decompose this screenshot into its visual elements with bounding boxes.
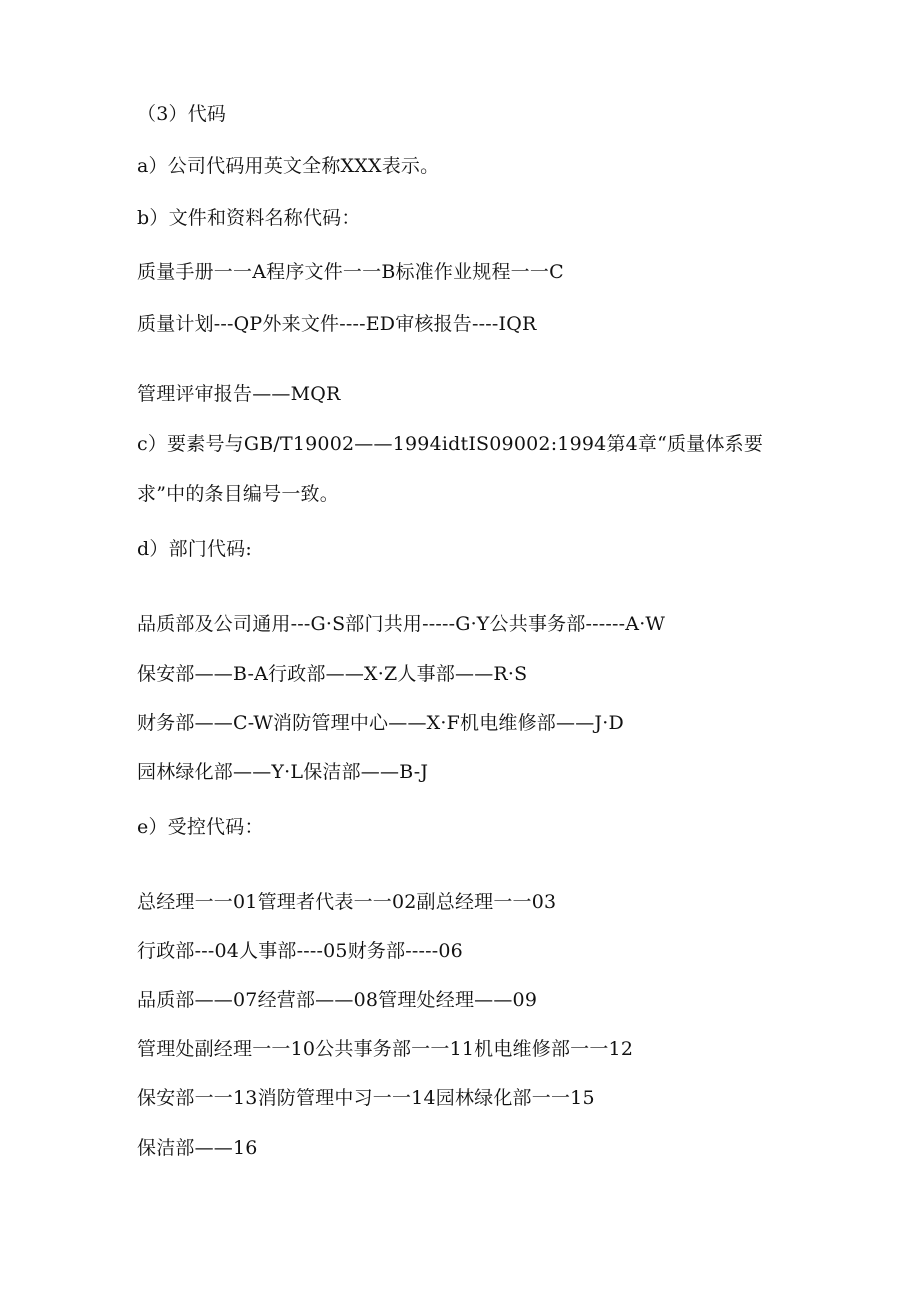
doc-code-line-2: 质量计划---QP外来文件----ED审核报告----IQR (137, 313, 537, 335)
paragraph-b: b）文件和资料名称代码： (137, 207, 361, 229)
paragraph-c-line-2: 求”中的条目编号一致。 (137, 483, 339, 505)
control-code-line-5: 保安部一一13消防管理中习一一14园林绿化部一一15 (137, 1087, 595, 1109)
doc-code-line-3: 管理评审报告——MQR (137, 383, 341, 405)
paragraph-a: a）公司代码用英文全称XXX表示。 (137, 155, 440, 177)
control-code-line-4: 管理处副经理一一10公共事务部一一11机电维修部一一12 (137, 1038, 634, 1060)
doc-code-line-1: 质量手册一一A程序文件一一B标准作业规程一一C (137, 261, 564, 283)
dept-code-line-2: 保安部——B-A行政部——X·Z人事部——R·S (137, 663, 528, 685)
control-code-line-6: 保洁部——16 (137, 1137, 258, 1159)
paragraph-c-line-1: c）要素号与GB/T19002——1994idtIS09002:1994第4章“质量体系要 (137, 433, 764, 455)
control-code-line-2: 行政部---04人事部----05财务部-----06 (137, 940, 463, 962)
control-code-line-3: 品质部——07经营部——08管理处经理——09 (137, 989, 538, 1011)
dept-code-line-1: 品质部及公司通用---G·S部门共用-----G·Y公共事务部------A·W (137, 613, 666, 635)
control-code-line-1: 总经理一一01管理者代表一一02副总经理一一03 (137, 891, 557, 913)
paragraph-d: d）部门代码: (137, 538, 252, 560)
section-heading: （3）代码 (137, 103, 227, 125)
dept-code-line-4: 园林绿化部——Y·L保洁部——B-J (137, 761, 429, 783)
dept-code-line-3: 财务部——C-W消防管理中心——X·F机电维修部——J·D (137, 712, 624, 734)
paragraph-e: e）受控代码： (137, 816, 264, 838)
